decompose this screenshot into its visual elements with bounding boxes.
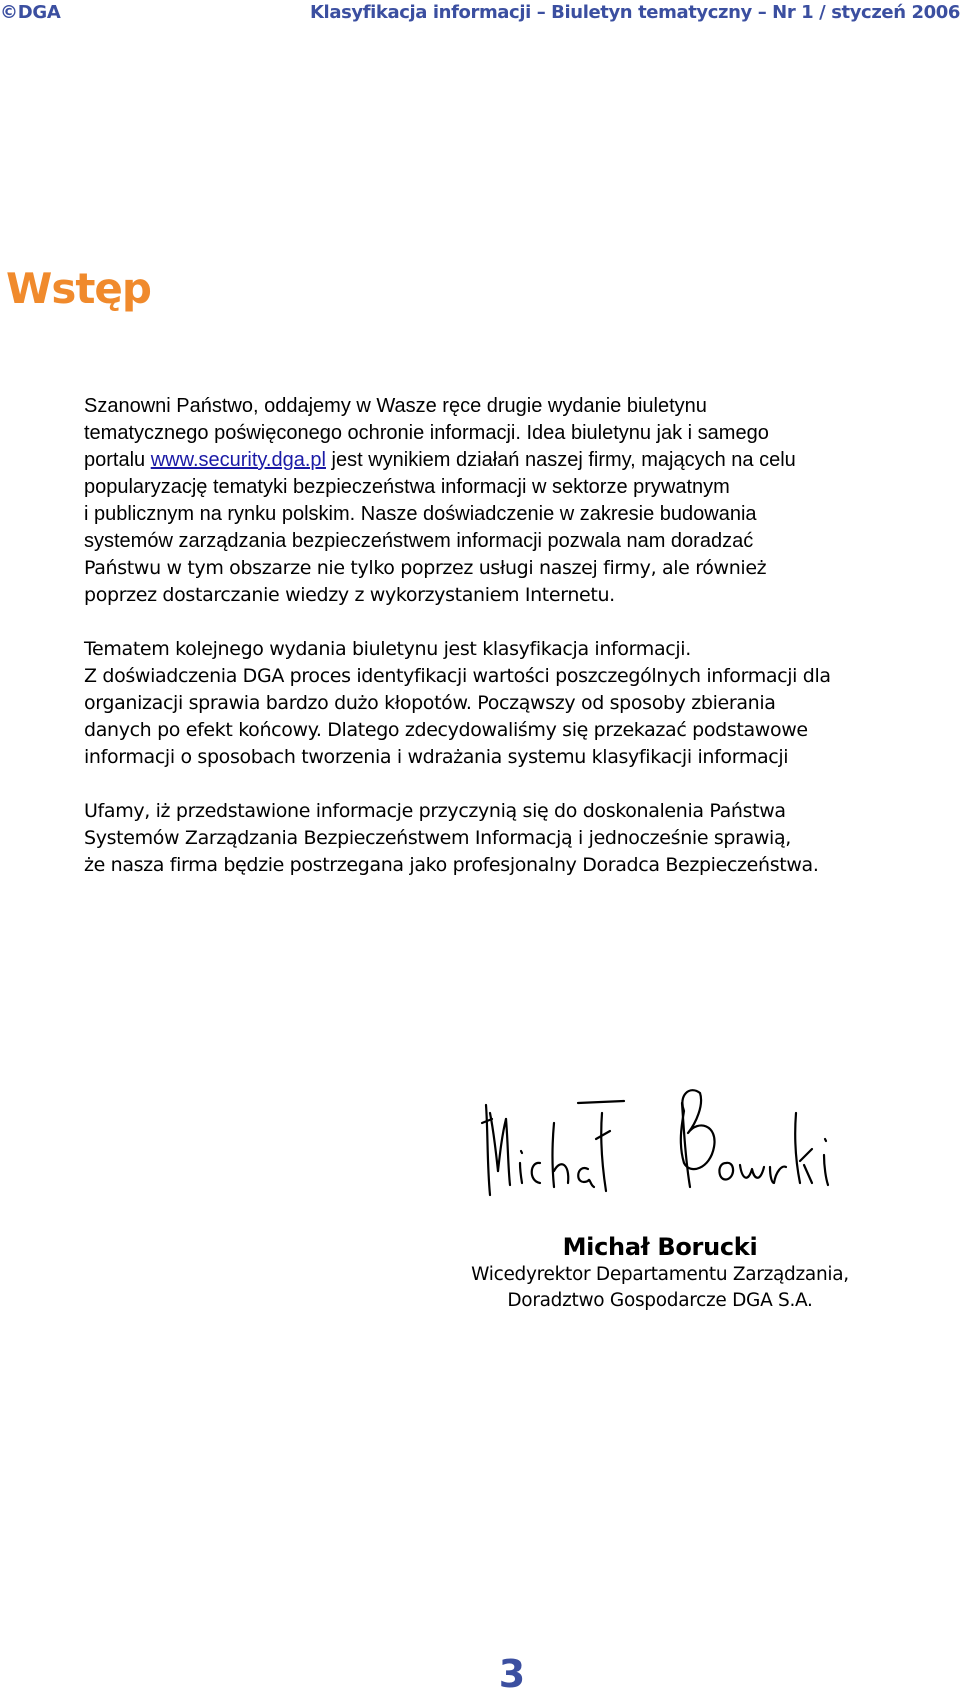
signatory-role: Wicedyrektor Departamentu Zarządzania, [471, 1264, 849, 1285]
text-line: popularyzację tematyki bezpieczeństwa informacji w sektorze prywatnym [84, 476, 730, 498]
page-title: Wstęp [6, 264, 151, 313]
page-header [0, 0, 960, 30]
text-line: informacji o sposobach tworzenia i wdrażania systemu klasyfikacji informacji [84, 746, 789, 768]
text-line: Ufamy, iż przedstawione informacje przyczynią się do doskonalenia Państwa [84, 800, 786, 822]
text-fragment: i publicznym na rynku polskim. [84, 503, 356, 525]
paragraph-intro [84, 393, 954, 609]
text-line: Systemów Zarządzania Bezpieczeństwem Informacją i jednocześnie sprawią, [84, 827, 791, 849]
paragraph-closing [84, 798, 954, 879]
text-line [84, 501, 954, 528]
text-fragment: portalu [84, 449, 151, 471]
text-line: Państwu w tym obszarze nie tylko poprzez usługi naszej firmy, ale również [84, 557, 767, 579]
text-line: Z doświadczenia DGA proces identyfikacji wartości poszczególnych informacji dla [84, 665, 831, 687]
handwritten-signature [478, 1083, 848, 1203]
text-line [84, 447, 954, 474]
page-number: 3 [498, 1652, 526, 1696]
header-copyright: ©DGA [0, 2, 61, 23]
text-line: że nasza firma będzie postrzegana jako profesjonalny Doradca Bezpieczeństwa. [84, 854, 819, 876]
text-line: systemów zarządzania bezpieczeństwem informacji pozwala nam doradzać [84, 530, 754, 552]
text-fragment: Nasze doświadczenie w zakresie budowania [355, 503, 757, 525]
signature-block [440, 1232, 880, 1314]
text-line: danych po efekt końcowy. Dlatego zdecydowaliśmy się przekazać podstawowe [84, 719, 808, 741]
text-fragment: jest wynikiem działań naszej firmy, mających na celu [325, 449, 796, 471]
text-line: poprzez dostarczanie wiedzy z wykorzystaniem Internetu. [84, 584, 615, 606]
text-line: Tematem kolejnego wydania biuletynu jest klasyfikacja informacji. [84, 638, 691, 660]
text-line: tematycznego poświęconego ochronie informacji. Idea biuletynu jak i samego [84, 422, 769, 444]
header-bulletin-title: Klasyfikacja informacji – Biuletyn tematyczny – Nr 1 / styczeń 2006 [310, 2, 960, 23]
portal-link[interactable]: www.security.dga.pl [150, 449, 326, 471]
text-line: Szanowni Państwo, oddajemy w Wasze ręce drugie wydanie biuletynu [84, 395, 707, 417]
body-text [84, 393, 954, 906]
signatory-company: Doradztwo Gospodarcze DGA S.A. [507, 1290, 813, 1311]
text-line: organizacji sprawia bardzo dużo kłopotów. Począwszy od sposoby zbierania [84, 692, 776, 714]
signatory-name: Michał Borucki [562, 1233, 758, 1261]
paragraph-topic [84, 636, 954, 771]
